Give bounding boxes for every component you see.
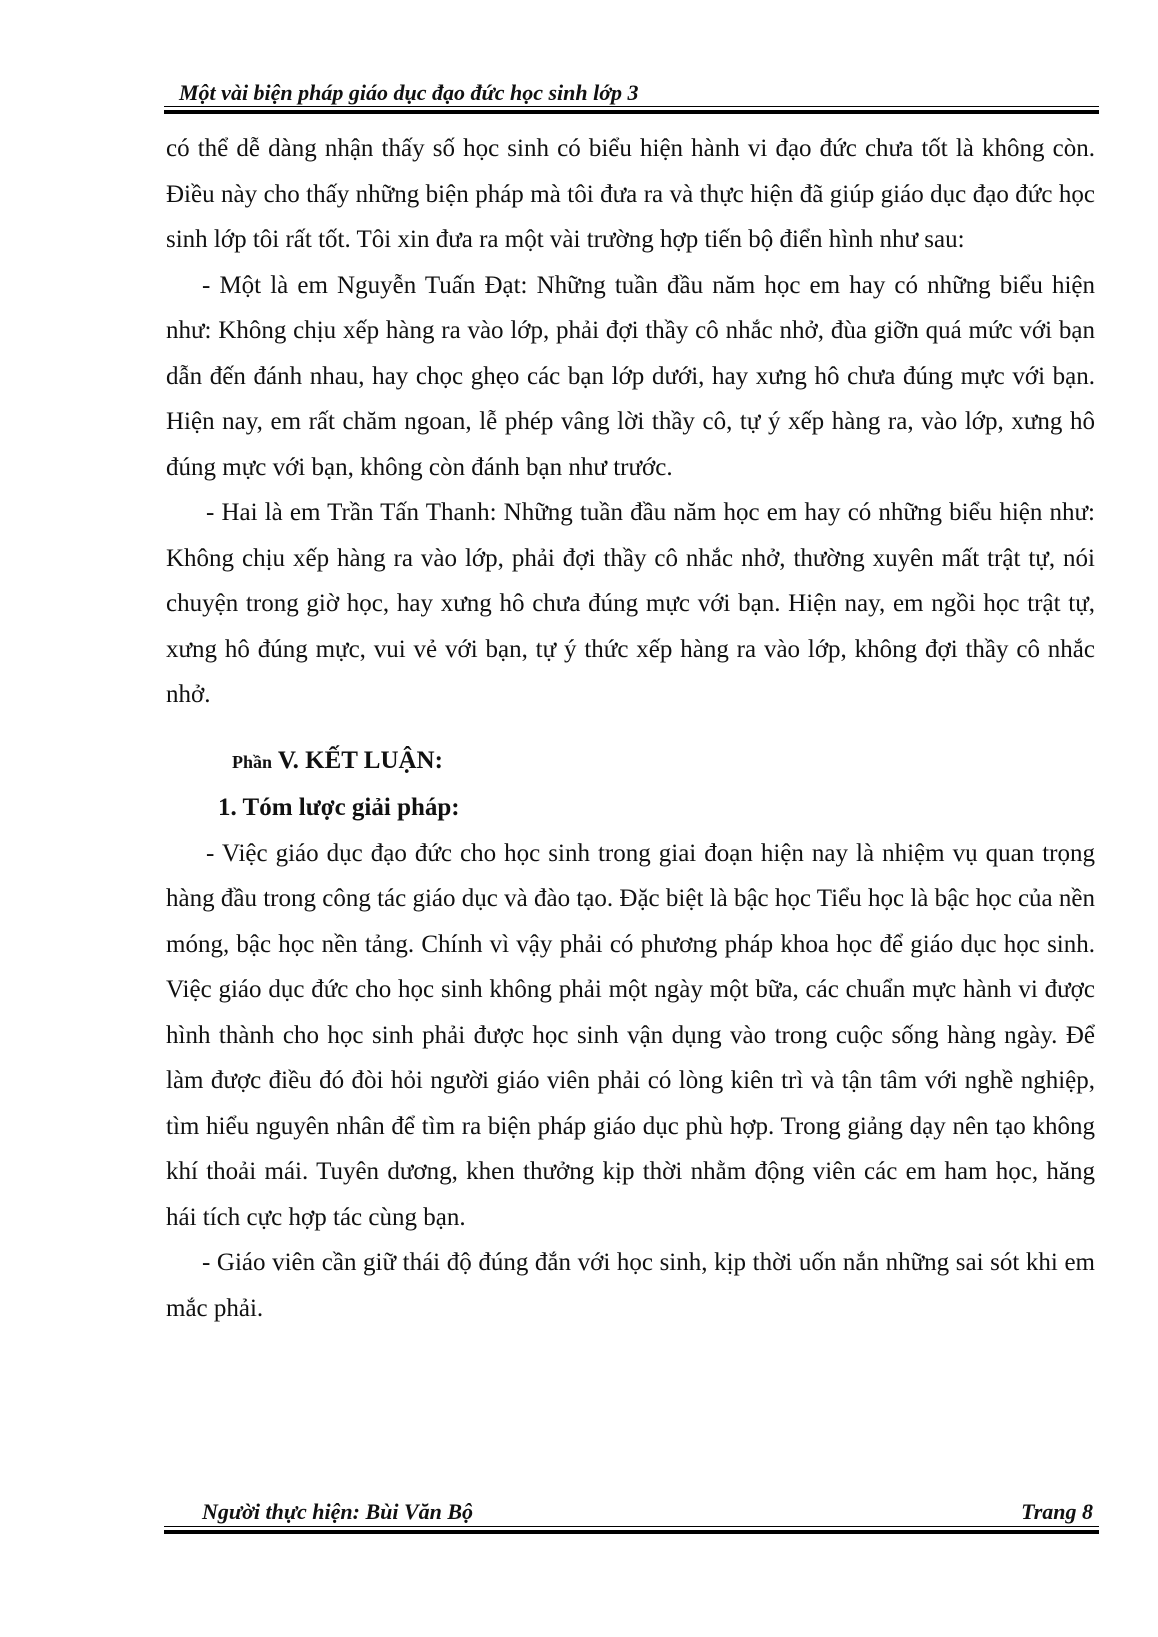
page-header — [164, 78, 1099, 112]
page-number: Trang 8 — [1021, 1499, 1093, 1524]
footer-rule-thick — [164, 1530, 1099, 1534]
header-rule-thick — [164, 110, 1099, 114]
page-footer — [164, 1497, 1099, 1533]
paragraph-teacher-attitude: - Giáo viên cần giữ thái độ đúng đắn với học sinh, kịp thời uốn nắn những sai sót khi em mắc phải. — [166, 1249, 1095, 1322]
section-title: V. KẾT LUẬN: — [277, 746, 443, 774]
header-rule-thin — [164, 106, 1099, 107]
header-title: Một vài biện pháp giáo dục đạo đức học sinh lớp 3 — [179, 80, 639, 105]
paragraph-summary: - Việc giáo dục đạo đức cho học sinh trong giai đoạn hiện nay là nhiệm vụ quan trọng hàng đầu trong công tác giáo dục và đào tạo. Đặc biệt là bậc học Tiểu học là bậc học của nền móng, bậc học nền tảng. Chính vì vậy phải có phương pháp khoa học để giáo dục học sinh. Việc giáo dục đức cho học sinh không phải một ngày một bữa, các chuẩn mực hành vi được hình thành cho học sinh phải được học sinh vận dụng vào trong cuộc sống hàng ngày. Để làm được điều đó đòi hỏi người giáo viên phải có lòng kiên trì và tận tâm với nghề nghiệp, tìm hiểu nguyên nhân để tìm ra biện pháp giáo dục phù hợp. Trong giảng dạy nên tạo không khí thoải mái. Tuyên dương, khen thưởng kịp thời nhằm động viên các em ham học, hăng hái tích cực hợp tác cùng bạn. — [166, 839, 1095, 1231]
page-content — [166, 126, 1095, 1331]
footer-author: Người thực hiện: Bùi Văn Bộ — [202, 1499, 474, 1524]
paragraph-case-two: - Hai là em Trần Tấn Thanh: Những tuần đầu năm học em hay có những biểu hiện như: Không chịu xếp hàng ra vào lớp, phải đợi thầy cô nhắc nhở, thường xuyên mất trật tự, nói chuyện trong giờ học, hay xưng hô chưa đúng mực với bạn. Hiện nay, em ngồi học trật tự, xưng hô đúng mực, vui vẻ với bạn, tự ý thức xếp hàng ra vào lớp, không đợi thầy cô nhắc nhở. — [166, 499, 1095, 708]
section-prefix: Phần — [232, 751, 273, 772]
section-heading — [166, 738, 1095, 785]
subsection-heading: 1. Tóm lược giải pháp: — [218, 793, 460, 821]
paragraph-intro: có thể dễ dàng nhận thấy số học sinh có biểu hiện hành vi đạo đức chưa tốt là không còn. Điều này cho thấy những biện pháp mà tôi đưa ra và thực hiện đã giúp giáo dục đạo đức học sinh lớp tôi rất tốt. Tôi xin đưa ra một vài trường hợp tiến bộ điển hình như sau: — [166, 135, 1095, 253]
footer-rule-thin — [164, 1526, 1099, 1527]
paragraph-case-one: - Một là em Nguyễn Tuấn Đạt: Những tuần đầu năm học em hay có những biểu hiện như: Không chịu xếp hàng ra vào lớp, phải đợi thầy cô nhắc nhở, đùa giỡn quá mức với bạn dẫn đến đánh nhau, hay chọc ghẹo các bạn lớp dưới, hay xưng hô chưa đúng mực với bạn. Hiện nay, em rất chăm ngoan, lễ phép vâng lời thầy cô, tự ý xếp hàng ra, vào lớp, xưng hô đúng mực với bạn, không còn đánh bạn như trước. — [166, 271, 1095, 481]
